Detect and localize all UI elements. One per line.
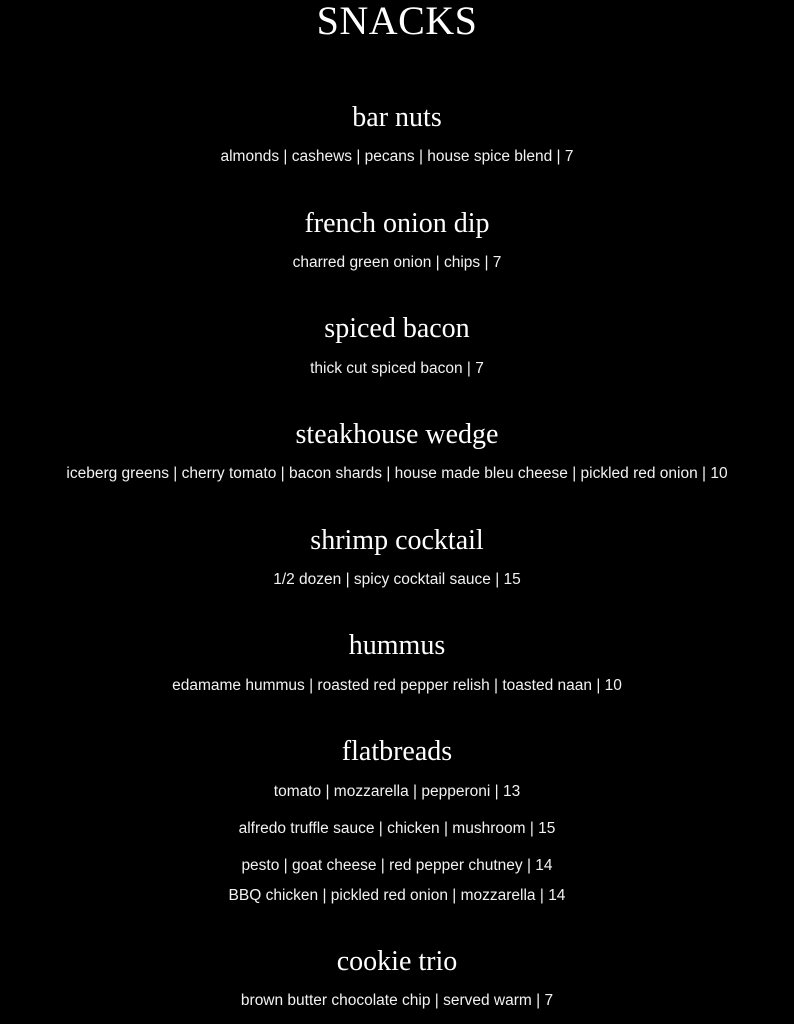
menu-item-description-cookie-trio: brown butter chocolate chip | served warm | 7 — [240, 992, 554, 1009]
menu-item-name-steakhouse-wedge: steakhouse wedge — [295, 419, 499, 450]
menu-item-description-hummus: edamame hummus | roasted red pepper relish | toasted naan | 10 — [172, 677, 622, 694]
menu-item-name-bar-nuts: bar nuts — [352, 102, 442, 133]
menu-item-description-flatbread-pesto: pesto | goat cheese | red pepper chutney | 14 — [241, 857, 553, 874]
menu-item-description-flatbread-alfredo: alfredo truffle sauce | chicken | mushroom | 15 — [238, 820, 556, 837]
menu-item-description-spiced-bacon: thick cut spiced bacon | 7 — [310, 360, 484, 377]
menu-item-description-flatbread-bbq: BBQ chicken | pickled red onion | mozzarella | 14 — [228, 887, 566, 904]
menu-item-description-flatbread-pepperoni: tomato | mozzarella | pepperoni | 13 — [273, 783, 521, 800]
menu-item-name-french-onion-dip: french onion dip — [304, 208, 490, 239]
menu-item-description-french-onion-dip: charred green onion | chips | 7 — [292, 254, 502, 271]
menu-item-name-cookie-trio: cookie trio — [336, 946, 458, 977]
page-title: SNACKS — [316, 0, 478, 43]
menu-item-description-shrimp-cocktail: 1/2 dozen | spicy cocktail sauce | 15 — [273, 571, 521, 588]
menu-item-name-flatbreads: flatbreads — [341, 736, 453, 767]
menu-item-description-bar-nuts: almonds | cashews | pecans | house spice blend | 7 — [220, 148, 574, 165]
menu-item-description-steakhouse-wedge: iceberg greens | cherry tomato | bacon shards | house made bleu cheese | pickled red onion | 10 — [66, 465, 728, 482]
menu-item-name-spiced-bacon: spiced bacon — [324, 313, 470, 344]
menu-item-name-hummus: hummus — [348, 630, 446, 661]
menu-item-name-shrimp-cocktail: shrimp cocktail — [310, 525, 484, 556]
